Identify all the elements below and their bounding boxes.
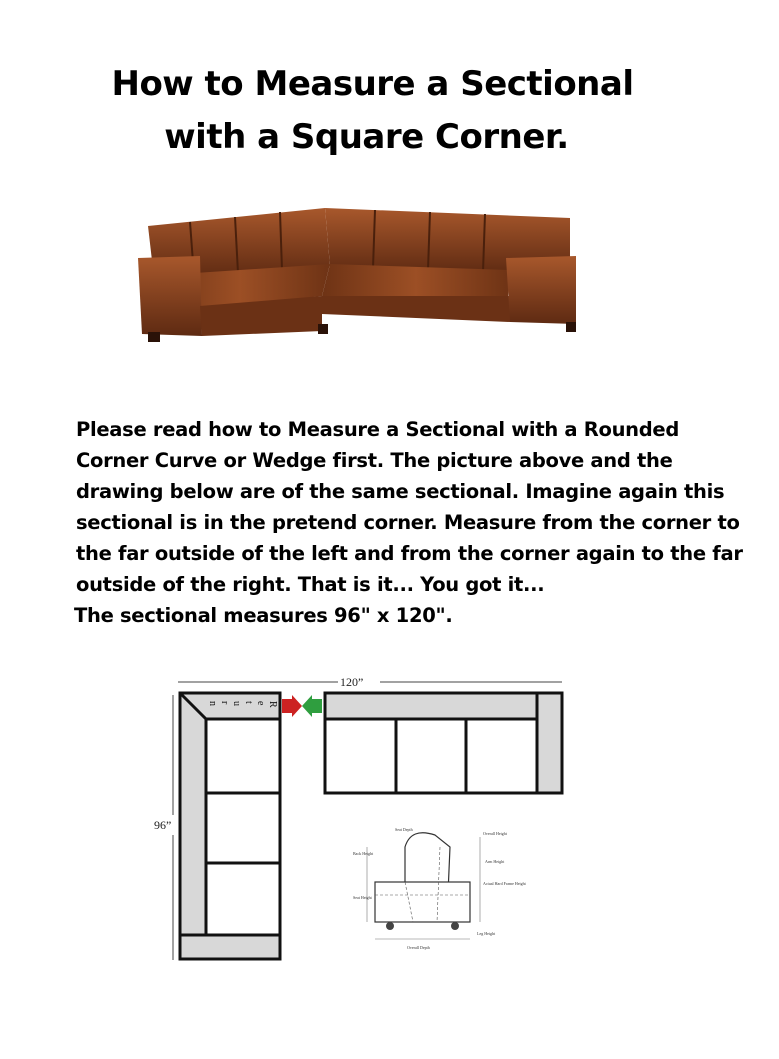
side-profile-drawing (353, 827, 527, 950)
seat-depth-label: Seat Depth (395, 827, 413, 832)
connection-arrows (282, 695, 322, 717)
height-label: 96” (154, 818, 172, 832)
measurement-result: The sectional measures 96" x 120". (74, 604, 453, 627)
red-arrow-icon (282, 695, 302, 717)
left-section (180, 693, 280, 959)
width-label: 120” (340, 675, 364, 689)
corner-letter: n (207, 701, 218, 706)
height-dimension (154, 695, 173, 960)
back-height-label: Back Height (353, 851, 374, 856)
width-dimension (178, 675, 562, 689)
leg-height-label: Leg Height (477, 931, 496, 936)
page-title-line-2: with a Square Corner. (164, 117, 569, 157)
corner-letter: t (243, 701, 254, 704)
sectional-sofa-photo (130, 196, 592, 356)
corner-letter: R (267, 701, 278, 708)
right-section (325, 693, 562, 793)
instructions-text (76, 414, 756, 631)
overall-depth-label: Overall Depth (407, 945, 430, 950)
seat-height-label: Seat Height (353, 895, 372, 900)
overall-height-label: Overall Height (483, 831, 507, 836)
instructions-paragraph: Please read how to Measure a Sectional with a Rounded Corner Curve or Wedge first. The picture above and the drawing below are of the same sectional. Imagine again this sectional is in the pretend corner. Measure from the corner to the far outside of the left and from the corner again to the far outside of the right. That is it... You got it... (76, 418, 743, 596)
green-arrow-icon (302, 695, 322, 717)
arm-height-label: Arm Height (485, 859, 505, 864)
corner-letter: u (231, 701, 242, 706)
page-title-line-1: How to Measure a Sectional (111, 64, 634, 104)
corner-letter: e (255, 701, 266, 706)
sectional-diagram (130, 655, 590, 990)
frame-height-label: Actual Hard Frame Height (483, 881, 526, 886)
corner-letter: r (219, 701, 230, 705)
